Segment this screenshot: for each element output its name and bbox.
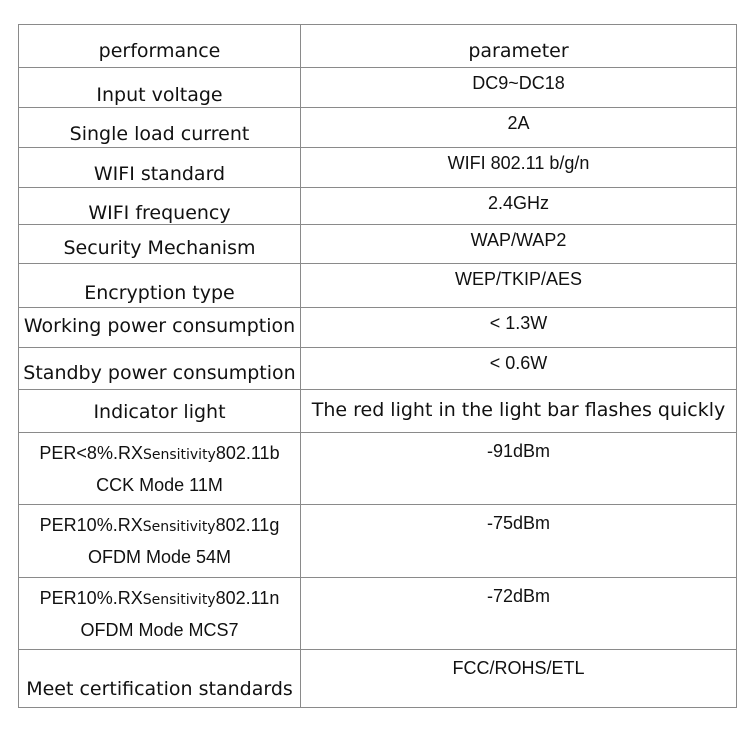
performance-cell xyxy=(19,108,301,148)
performance-cell xyxy=(19,188,301,225)
parameter-cell xyxy=(301,264,737,308)
performance-cell xyxy=(19,68,301,108)
performance-text: Indicator light xyxy=(93,401,226,423)
parameter-text: < 1.3W xyxy=(489,313,548,333)
parameter-text: 2.4GHz xyxy=(487,193,550,213)
performance-cell xyxy=(19,578,301,650)
table-row xyxy=(19,505,737,578)
performance-line-1 xyxy=(19,438,300,470)
sensitivity-text: Sensitivity xyxy=(142,519,216,535)
performance-text: Meet certification standards xyxy=(26,678,293,700)
parameter-cell xyxy=(301,433,737,505)
performance-cell xyxy=(19,348,301,390)
performance-text: WIFI standard xyxy=(93,163,226,185)
table-row xyxy=(19,225,737,264)
parameter-text: WIFI 802.11 b/g/n xyxy=(447,153,590,173)
performance-text: Single load current xyxy=(69,123,250,145)
performance-line-2: OFDM Mode MCS7 xyxy=(80,620,239,640)
performance-text: Input voltage xyxy=(96,84,223,106)
performance-cell xyxy=(19,308,301,348)
parameter-cell xyxy=(301,348,737,390)
table-row xyxy=(19,578,737,650)
performance-text: WIFI frequency xyxy=(88,202,231,224)
standard-text: 802.11n xyxy=(215,588,280,608)
performance-text: Security Mechanism xyxy=(63,237,256,259)
parameter-cell xyxy=(301,578,737,650)
parameter-text: The red light in the light bar flashes quickly xyxy=(311,399,726,421)
table-row xyxy=(19,650,737,708)
per-text: PER<8%.RX xyxy=(39,443,143,463)
parameter-cell xyxy=(301,148,737,188)
table-row xyxy=(19,390,737,433)
parameter-text: -72dBm xyxy=(486,586,551,606)
parameter-cell xyxy=(301,505,737,578)
performance-cell xyxy=(19,650,301,708)
table-row xyxy=(19,108,737,148)
table-row xyxy=(19,433,737,505)
per-text: PER10%.RX xyxy=(39,515,143,535)
performance-line-2: CCK Mode 11M xyxy=(96,475,223,495)
per-text: PER10%.RX xyxy=(39,588,143,608)
parameter-text: < 0.6W xyxy=(489,353,548,373)
parameter-text: DC9~DC18 xyxy=(472,73,565,93)
parameter-cell xyxy=(301,225,737,264)
parameter-cell xyxy=(301,650,737,708)
performance-text: Encryption type xyxy=(84,282,235,304)
standard-text: 802.11g xyxy=(215,515,280,535)
table-row xyxy=(19,348,737,390)
parameter-cell xyxy=(301,68,737,108)
performance-line-2: OFDM Mode 54M xyxy=(87,547,232,567)
performance-text: Standby power consumption xyxy=(23,362,296,384)
performance-cell xyxy=(19,264,301,308)
table-row xyxy=(19,148,737,188)
parameter-cell xyxy=(301,108,737,148)
header-performance-text: performance xyxy=(98,40,221,62)
performance-line-1 xyxy=(19,583,300,615)
parameter-cell xyxy=(301,188,737,225)
parameter-cell xyxy=(301,308,737,348)
performance-cell xyxy=(19,433,301,505)
performance-cell xyxy=(19,390,301,433)
sensitivity-text: Sensitivity xyxy=(142,447,216,463)
header-parameter-text: parameter xyxy=(468,40,569,62)
header-cell-performance xyxy=(19,25,301,68)
spec-table xyxy=(18,24,737,708)
table-row xyxy=(19,264,737,308)
performance-cell xyxy=(19,148,301,188)
standard-text: 802.11b xyxy=(215,443,280,463)
performance-cell xyxy=(19,505,301,578)
table-row xyxy=(19,308,737,348)
parameter-text: -75dBm xyxy=(486,513,551,533)
parameter-text: 2A xyxy=(507,113,530,133)
sensitivity-text: Sensitivity xyxy=(142,592,216,608)
parameter-cell xyxy=(301,390,737,433)
performance-line-1 xyxy=(19,510,300,542)
parameter-text: WAP/WAP2 xyxy=(470,230,567,250)
table-header-row xyxy=(19,25,737,68)
parameter-text: -91dBm xyxy=(486,441,551,461)
header-cell-parameter xyxy=(301,25,737,68)
parameter-text: FCC/ROHS/ETL xyxy=(452,658,585,678)
performance-cell xyxy=(19,225,301,264)
table-row xyxy=(19,68,737,108)
performance-text: Working power consumption xyxy=(23,315,296,337)
table-row xyxy=(19,188,737,225)
parameter-text: WEP/TKIP/AES xyxy=(454,269,583,289)
